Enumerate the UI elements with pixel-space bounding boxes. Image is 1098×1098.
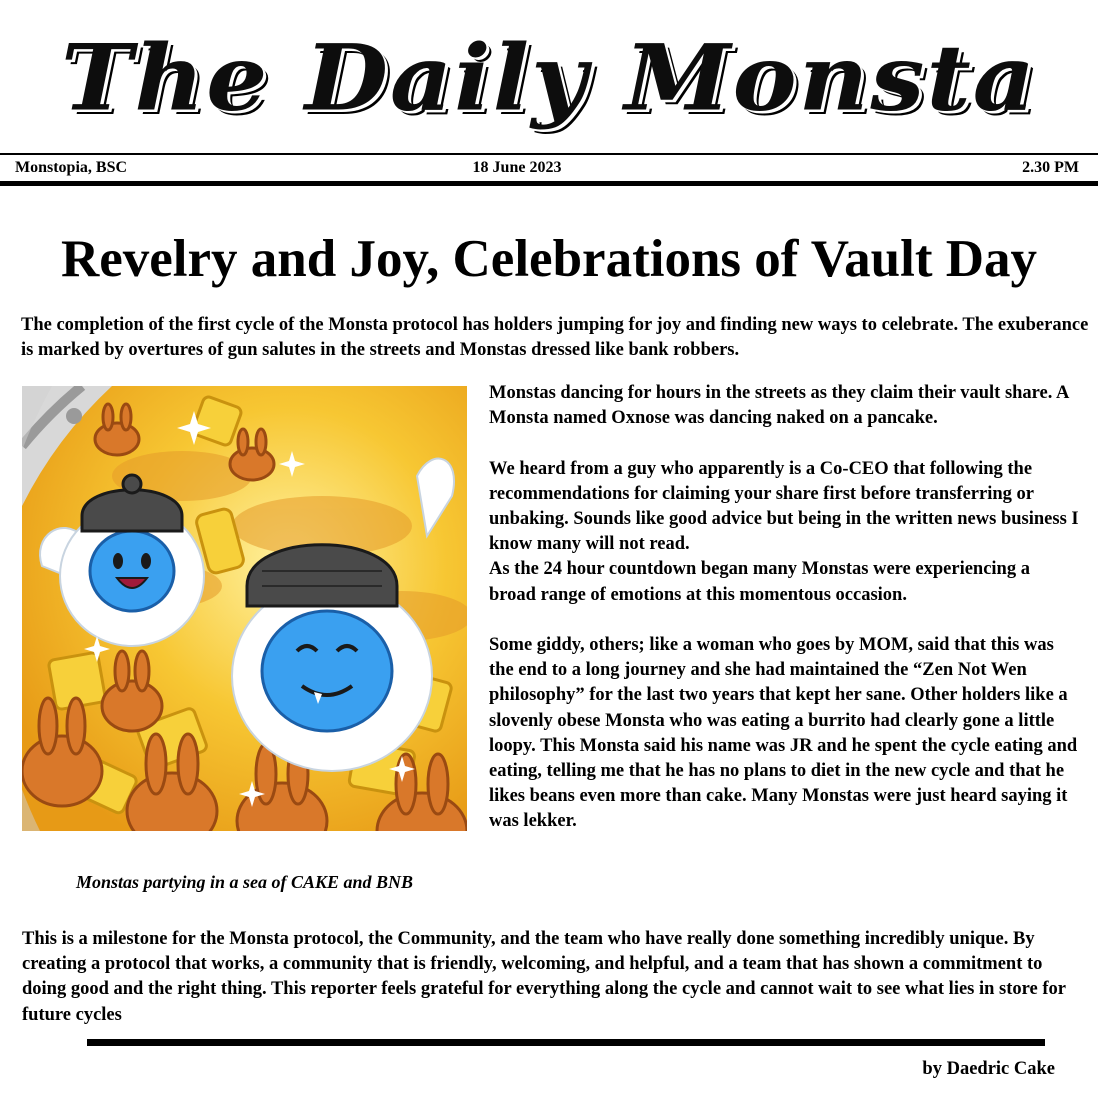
article-end-rule: [87, 1039, 1045, 1046]
article-lede: The completion of the first cycle of the Monsta protocol has holders jumping for joy and finding new ways to celebrate. The exuberance is marked by overtures of gun salutes in the streets and Monstas dressed like bank robbers.: [21, 315, 1089, 360]
article-column: [489, 381, 1079, 835]
masthead-title: The Daily Monsta: [60, 23, 1037, 132]
article-headline: Revelry and Joy, Celebrations of Vault Day: [60, 230, 1038, 288]
photo-caption: Monstas partying in a sea of CAKE and BNB: [75, 872, 414, 892]
monstas-party-illustration: [22, 386, 467, 831]
dateline-time: 2.30 PM: [1022, 159, 1079, 176]
dateline-location: Monstopia, BSC: [15, 159, 128, 176]
masthead-top-rule: [0, 153, 1098, 155]
column-paragraph-1: Monstas dancing for hours in the streets as they claim their vault share. A Monsta named Oxnose was dancing naked on a pancake.: [489, 383, 1069, 429]
article-closing: This is a milestone for the Monsta protocol, the Community, and the team who have really done something incredibly unique. By creating a protocol that works, a community that is friendly, welcoming, and helpful, and a team that has shown a commitment to doing good and the right thing. This reporter feels grateful for everything along the cycle and cannot wait to see what lies in store for future cycles: [22, 929, 1066, 1025]
article-byline: by Daedric Cake: [922, 1059, 1055, 1079]
paragraph-spacer: [489, 608, 1079, 633]
dateline-date: 18 June 2023: [472, 159, 562, 176]
masthead-bottom-rule: [0, 181, 1098, 186]
masthead: [0, 8, 1098, 148]
column-paragraph-2a: We heard from a guy who apparently is a Co-CEO that following the recommendations for claiming your share first before transferring or unbaking. Sounds like good advice but being in the written news business I know many will not read.: [489, 458, 1079, 555]
article-photo: [22, 386, 467, 831]
dateline: [0, 157, 1098, 181]
column-paragraph-2b: As the 24 hour countdown began many Monstas were experiencing a broad range of emotions at this momentous occasion.: [489, 559, 1030, 605]
column-paragraph-3: Some giddy, others; like a woman who goes by MOM, said that this was the end to a long journey and she had maintained the “Zen Not Wen philosophy” for the last two years that kept her sane. Other holders like a slovenly obese Monsta who was eating a burrito had clearly gone a little loopy. This Monsta said his name was JR and he spent the cycle eating and eating, telling me that he has no plans to diet in the new cycle and that he likes beans even more than cake. Many Monstas were just heard saying it was lekker.: [489, 635, 1078, 832]
paragraph-spacer: [489, 431, 1079, 456]
